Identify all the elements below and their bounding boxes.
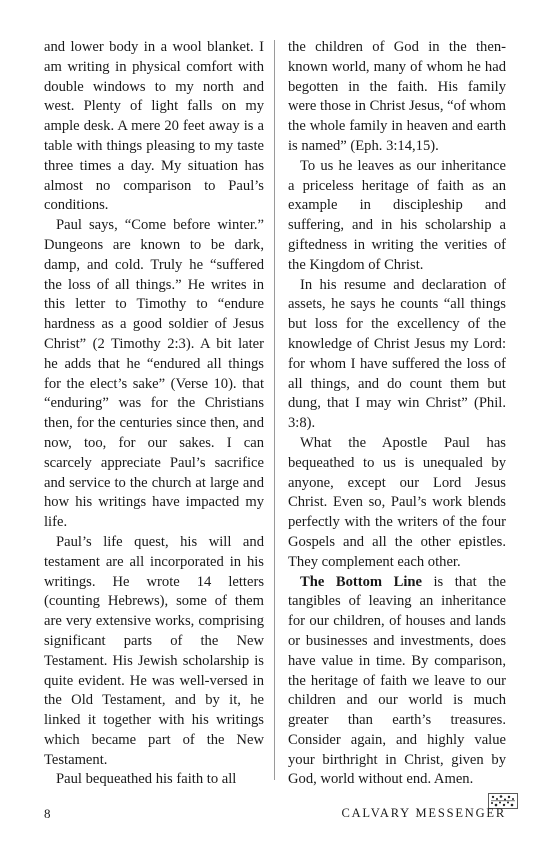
left-paragraph-1: and lower body in a wool blanket. I am writing in physical comfort with double windows to my north and west. Plenty of light falls on my ample desk. A mere 20 feet away is a table with things pleasing to my taste three times a day. My situation has almost no comparison to Paul’s conditions. xyxy=(44,39,264,214)
right-column xyxy=(288,38,506,809)
bottom-line-lead: The Bottom Line xyxy=(300,573,422,590)
publication-title: CALVARY MESSENGER xyxy=(341,806,506,820)
right-paragraph-3: In his resume and declaration of assets, he says he counts “all things but loss for the excellency of the knowledge of Christ Jesus my Lord: for whom I have suffered the loss of all things, and do count them but dung, that I may win Christ” (Phil. 3:8). xyxy=(288,276,506,432)
right-paragraph-2: To us he leaves as our inheritance a priceless heritage of faith as an example in discipleship and suffering, and in his scholarship a giftedness in writing the verities of the Kingdom of Christ. xyxy=(288,157,506,273)
page-number: 8 xyxy=(44,806,51,821)
bottom-line-body: is that the tangibles of leaving an inheritance for our children, of houses and lands or businesses and investments, does have value in time. By comparison, the heritage of faith we leave to our children and our world is much greater than earth’s treasures. Consider again, and highly value your birthright in Christ, given by God, world without end. Amen. xyxy=(288,573,506,788)
right-paragraph-1: the children of God in the then-known world, many of whom he had begotten in the faith. His family were those in Christ Jesus, “of whom the whole family in heaven and earth is named” (Eph. 3:14,15). xyxy=(288,39,506,154)
right-paragraph-5 xyxy=(288,573,506,791)
left-paragraph-4: Paul bequeathed his faith to all xyxy=(56,771,237,788)
column-divider xyxy=(274,40,275,780)
left-column xyxy=(44,38,264,790)
left-paragraph-3: Paul’s life quest, his will and testament are all incorporated in his writings. He wrote 14 letters (counting Hebrews), some of them are very extensive works, comprising significant parts of the New Testament. His Jewish scholarship is quite evident. He was well-versed in the Old Testament, and by it, he linked it together with his writings which became part of the New Testament. xyxy=(44,533,264,768)
left-paragraph-2: Paul says, “Come before winter.” Dungeons are known to be dark, damp, and cold. Truly he “suffered the loss of all things.” He writes in this letter to Timothy to “endure hardness as a good soldier of Jesus Christ” (2 Timothy 2:3). A bit later he adds that he “endured all things for the elect’s sake” (Verse 10). that “enduring” was for the Christians then, for the centuries since then, and now, too, for our sakes. I can scarcely appreciate Paul’s sacrifice and service to the church at large and how his writings have impacted my life. xyxy=(44,217,264,531)
right-paragraph-4: What the Apostle Paul has bequeathed to us is unequaled by anyone, except our Lord Jesus Christ. Even so, Paul’s work blends perfectly with the writers of the four Gospels and all the other epistles. They complement each other. xyxy=(288,434,506,570)
